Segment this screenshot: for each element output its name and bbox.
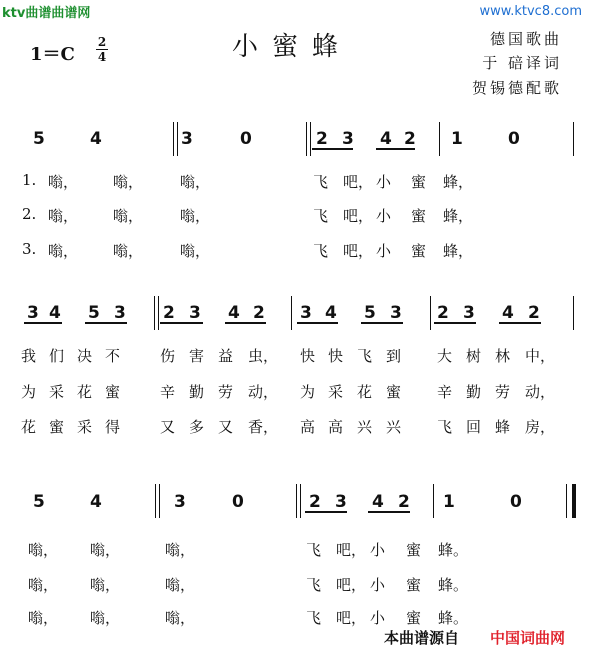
lyric-syllable: 劳 bbox=[495, 383, 511, 401]
lyric-syllable: 蜜 bbox=[406, 609, 422, 627]
lyric-syllable: 嗡， bbox=[165, 576, 196, 594]
lyric-syllable: 快 bbox=[328, 347, 344, 365]
lyric-syllable: 嗡， bbox=[165, 541, 196, 559]
lyric-syllable: 嗡， bbox=[28, 576, 59, 594]
barline bbox=[306, 122, 307, 156]
note: 0 bbox=[508, 129, 520, 149]
note: 4 bbox=[325, 303, 337, 323]
lyric-syllable: 小 bbox=[370, 576, 386, 594]
note: 5 bbox=[364, 303, 376, 323]
lyric-syllable: 益 bbox=[218, 347, 234, 365]
lyric-syllable: 飞 bbox=[306, 576, 322, 594]
time-signature bbox=[96, 36, 108, 63]
credit-lyricist: 于 碚译词 bbox=[482, 54, 562, 72]
beam-underline bbox=[225, 322, 266, 324]
lyric-syllable: 大 bbox=[437, 347, 453, 365]
footer-site-name: 中国词曲网 bbox=[490, 629, 566, 647]
note: 0 bbox=[240, 129, 252, 149]
lyric-syllable: 蜂。 bbox=[438, 541, 469, 559]
lyric-syllable: 为 bbox=[21, 383, 37, 401]
lyric-syllable: 到 bbox=[386, 347, 402, 365]
lyric-syllable: 蜜 bbox=[105, 383, 121, 401]
lyric-syllable: 小 bbox=[376, 242, 392, 260]
note: 3 bbox=[189, 303, 201, 323]
lyric-syllable: 高 bbox=[328, 418, 344, 436]
note: 4 bbox=[90, 492, 102, 512]
note: 2 bbox=[528, 303, 540, 323]
note: 2 bbox=[316, 129, 328, 149]
lyric-syllable: 得 bbox=[105, 418, 121, 436]
barline bbox=[430, 296, 431, 330]
lyric-syllable: 蜜 bbox=[406, 541, 422, 559]
note: 4 bbox=[502, 303, 514, 323]
barline bbox=[173, 122, 174, 156]
lyric-syllable: 吧， bbox=[336, 576, 367, 594]
lyric-syllable: 采 bbox=[77, 418, 93, 436]
lyric-syllable: 1. bbox=[22, 171, 37, 189]
note: 5 bbox=[33, 129, 45, 149]
note: 2 bbox=[309, 492, 321, 512]
lyric-syllable: 决 bbox=[77, 347, 93, 365]
lyric-syllable: 花 bbox=[357, 383, 373, 401]
note: 4 bbox=[372, 492, 384, 512]
lyric-syllable: 为 bbox=[300, 383, 316, 401]
lyric-syllable: 动， bbox=[525, 383, 556, 401]
lyric-syllable: 小 bbox=[370, 609, 386, 627]
lyric-syllable: 蜂。 bbox=[438, 609, 469, 627]
note: 3 bbox=[300, 303, 312, 323]
barline bbox=[177, 122, 178, 156]
barline bbox=[310, 122, 311, 156]
lyric-syllable: 劳 bbox=[218, 383, 234, 401]
note: 2 bbox=[437, 303, 449, 323]
lyric-syllable: 飞 bbox=[357, 347, 373, 365]
note: 2 bbox=[253, 303, 265, 323]
barline bbox=[154, 296, 155, 330]
note: 3 bbox=[335, 492, 347, 512]
lyric-syllable: 嗡， bbox=[28, 609, 59, 627]
end-barline bbox=[572, 484, 576, 518]
beam-underline bbox=[434, 322, 476, 324]
barline bbox=[300, 484, 301, 518]
lyric-syllable: 高 bbox=[300, 418, 316, 436]
lyric-syllable: 花 bbox=[77, 383, 93, 401]
lyric-syllable: 吧， bbox=[343, 207, 374, 225]
beam-underline bbox=[312, 148, 353, 150]
note: 3 bbox=[114, 303, 126, 323]
lyric-syllable: 多 bbox=[189, 418, 205, 436]
barline bbox=[291, 296, 292, 330]
lyric-syllable: 蜜 bbox=[411, 173, 427, 191]
beam-underline bbox=[297, 322, 338, 324]
note: 3 bbox=[463, 303, 475, 323]
credit-arranger: 贺锡德配歌 bbox=[471, 79, 562, 97]
note: 3 bbox=[181, 129, 193, 149]
note: 0 bbox=[232, 492, 244, 512]
lyric-syllable: 虫， bbox=[248, 347, 279, 365]
barline bbox=[158, 296, 159, 330]
lyric-syllable: 房， bbox=[525, 418, 556, 436]
note: 3 bbox=[390, 303, 402, 323]
lyric-syllable: 采 bbox=[49, 383, 65, 401]
beam-underline bbox=[24, 322, 62, 324]
lyric-syllable: 嗡， bbox=[90, 541, 121, 559]
note: 1 bbox=[443, 492, 455, 512]
note: 4 bbox=[228, 303, 240, 323]
lyric-syllable: 兴 bbox=[357, 418, 373, 436]
beam-underline bbox=[368, 511, 410, 513]
lyric-syllable: 快 bbox=[300, 347, 316, 365]
lyric-syllable: 又 bbox=[160, 418, 176, 436]
barline bbox=[159, 484, 160, 518]
song-title: 小蜜蜂 bbox=[232, 32, 353, 62]
key-signature: 1＝C bbox=[30, 44, 75, 65]
lyric-syllable: 伤 bbox=[160, 347, 176, 365]
lyric-syllable: 香， bbox=[248, 418, 279, 436]
lyric-syllable: 小 bbox=[376, 173, 392, 191]
lyric-syllable: 嗡， bbox=[48, 242, 79, 260]
lyric-syllable: 蜂 bbox=[495, 418, 511, 436]
note: 2 bbox=[404, 129, 416, 149]
lyric-syllable: 嗡， bbox=[165, 609, 196, 627]
lyric-syllable: 勤 bbox=[189, 383, 205, 401]
barline bbox=[296, 484, 297, 518]
beam-underline bbox=[361, 322, 403, 324]
lyric-syllable: 飞 bbox=[313, 242, 329, 260]
lyric-syllable: 吧， bbox=[336, 609, 367, 627]
lyric-syllable: 嗡， bbox=[180, 242, 211, 260]
credit-composer: 德国歌曲 bbox=[489, 30, 562, 48]
lyric-syllable: 飞 bbox=[306, 541, 322, 559]
lyric-syllable: 蜜 bbox=[386, 383, 402, 401]
lyric-syllable: 害 bbox=[189, 347, 205, 365]
lyric-syllable: 嗡， bbox=[180, 173, 211, 191]
lyric-syllable: 花 bbox=[21, 418, 37, 436]
lyric-syllable: 林 bbox=[495, 347, 511, 365]
lyric-syllable: 蜂。 bbox=[438, 576, 469, 594]
barline bbox=[433, 484, 434, 518]
note: 3 bbox=[342, 129, 354, 149]
lyric-syllable: 蜜 bbox=[406, 576, 422, 594]
note: 4 bbox=[90, 129, 102, 149]
lyric-syllable: 3. bbox=[22, 240, 37, 258]
lyric-syllable: 嗡， bbox=[113, 207, 144, 225]
note: 2 bbox=[398, 492, 410, 512]
lyric-syllable: 飞 bbox=[306, 609, 322, 627]
note: 3 bbox=[174, 492, 186, 512]
lyric-syllable: 我 bbox=[21, 347, 37, 365]
beam-underline bbox=[499, 322, 541, 324]
time-signature-bottom: 4 bbox=[97, 50, 107, 64]
lyric-syllable: 飞 bbox=[313, 207, 329, 225]
note: 1 bbox=[451, 129, 463, 149]
lyric-syllable: 吧， bbox=[336, 541, 367, 559]
watermark-right: www.ktvc8.com bbox=[479, 4, 582, 19]
lyric-syllable: 飞 bbox=[313, 173, 329, 191]
lyric-syllable: 嗡， bbox=[180, 207, 211, 225]
footer-source-label: 本曲谱源自 bbox=[384, 629, 460, 647]
lyric-syllable: 勤 bbox=[466, 383, 482, 401]
lyric-syllable: 采 bbox=[328, 383, 344, 401]
note: 4 bbox=[49, 303, 61, 323]
beam-underline bbox=[376, 148, 415, 150]
barline bbox=[155, 484, 156, 518]
lyric-syllable: 蜜 bbox=[411, 207, 427, 225]
barline bbox=[439, 122, 440, 156]
lyric-syllable: 兴 bbox=[386, 418, 402, 436]
lyric-syllable: 回 bbox=[466, 418, 482, 436]
end-barline bbox=[573, 296, 574, 330]
lyric-syllable: 嗡， bbox=[48, 207, 79, 225]
lyric-syllable: 又 bbox=[218, 418, 234, 436]
lyric-syllable: 树 bbox=[466, 347, 482, 365]
lyric-syllable: 飞 bbox=[437, 418, 453, 436]
lyric-syllable: 蜜 bbox=[49, 418, 65, 436]
note: 2 bbox=[163, 303, 175, 323]
lyric-syllable: 嗡， bbox=[90, 576, 121, 594]
beam-underline bbox=[305, 511, 347, 513]
lyric-syllable: 吧， bbox=[343, 173, 374, 191]
watermark-left: ktv曲谱曲谱网 bbox=[2, 6, 91, 21]
lyric-syllable: 2. bbox=[22, 205, 37, 223]
end-barline bbox=[566, 484, 567, 518]
lyric-syllable: 嗡， bbox=[113, 242, 144, 260]
lyric-syllable: 小 bbox=[376, 207, 392, 225]
lyric-syllable: 辛 bbox=[437, 383, 453, 401]
lyric-syllable: 们 bbox=[49, 347, 65, 365]
note: 0 bbox=[510, 492, 522, 512]
beam-underline bbox=[160, 322, 203, 324]
lyric-syllable: 嗡， bbox=[90, 609, 121, 627]
lyric-syllable: 动， bbox=[248, 383, 279, 401]
lyric-syllable: 蜂， bbox=[443, 207, 474, 225]
note: 3 bbox=[27, 303, 39, 323]
lyric-syllable: 蜜 bbox=[411, 242, 427, 260]
end-barline bbox=[573, 122, 574, 156]
lyric-syllable: 嗡， bbox=[48, 173, 79, 191]
note: 4 bbox=[380, 129, 392, 149]
lyric-syllable: 吧， bbox=[343, 242, 374, 260]
lyric-syllable: 小 bbox=[370, 541, 386, 559]
lyric-syllable: 蜂， bbox=[443, 242, 474, 260]
lyric-syllable: 嗡， bbox=[28, 541, 59, 559]
lyric-syllable: 蜂， bbox=[443, 173, 474, 191]
note: 5 bbox=[33, 492, 45, 512]
beam-underline bbox=[85, 322, 127, 324]
lyric-syllable: 辛 bbox=[160, 383, 176, 401]
note: 5 bbox=[88, 303, 100, 323]
lyric-syllable: 不 bbox=[105, 347, 121, 365]
time-signature-top: 2 bbox=[97, 35, 107, 49]
lyric-syllable: 中， bbox=[525, 347, 556, 365]
lyric-syllable: 嗡， bbox=[113, 173, 144, 191]
